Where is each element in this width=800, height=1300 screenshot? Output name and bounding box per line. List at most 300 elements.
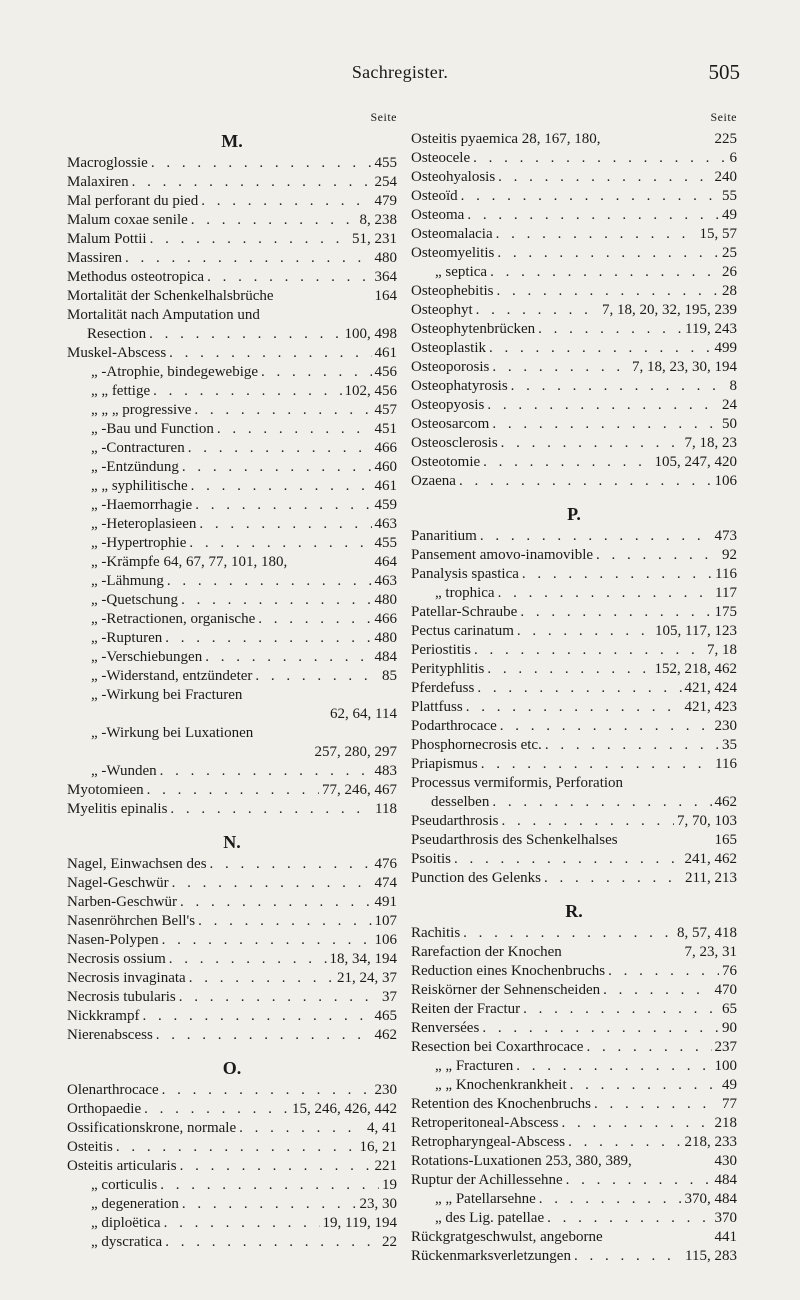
running-title: Sachregister. <box>351 62 449 82</box>
entry-term: „ septica <box>435 264 488 280</box>
index-entry <box>67 382 397 401</box>
dot-leader <box>150 230 349 249</box>
entry-pages: 451 <box>374 421 397 437</box>
entry-pages: 8, 238 <box>359 212 397 228</box>
entry-pages: 456 <box>374 364 397 380</box>
index-entry <box>67 477 397 496</box>
entry-pages: 116 <box>715 756 737 772</box>
entry-term: „ dyscratica <box>91 1234 163 1250</box>
index-entry <box>411 1057 737 1076</box>
dot-leader <box>172 874 372 893</box>
entry-term: „ -Haemorrhagie <box>91 497 193 513</box>
index-entry <box>411 717 737 736</box>
index-entry <box>67 1214 397 1233</box>
entry-pages: 455 <box>374 155 397 171</box>
entry-pages: 480 <box>374 592 397 608</box>
index-entry <box>411 850 737 869</box>
index-entry <box>411 679 737 698</box>
entry-pages: 7, 18, 20, 32, 195, 239 <box>602 302 737 318</box>
entry-term: „ -Retractionen, organische <box>91 611 256 627</box>
entry-pages: 106 <box>714 473 737 489</box>
entry-pages: 470 <box>714 982 737 998</box>
entry-pages: 65 <box>722 1001 737 1017</box>
entry-pages: 6 <box>729 150 737 166</box>
dot-leader <box>474 641 704 660</box>
entry-pages: 441 <box>714 1229 737 1245</box>
entry-term: „ -Heteroplasieen <box>91 516 197 532</box>
index-entry <box>67 800 397 819</box>
entry-pages: 19 <box>382 1177 397 1193</box>
dot-leader <box>520 603 711 622</box>
index-entry <box>67 1176 397 1195</box>
entry-pages: 4, 41 <box>367 1120 397 1136</box>
entry-pages: 370, 484 <box>684 1191 737 1207</box>
index-entry <box>411 1190 737 1209</box>
entry-term: Rückenmarksverletzungen <box>411 1248 571 1264</box>
index-entry <box>67 249 397 268</box>
entry-term: Osteomalacia <box>411 226 493 242</box>
dot-leader <box>188 439 372 458</box>
entry-term: Ossificationskrone, normale <box>67 1120 237 1136</box>
index-entry <box>67 931 397 950</box>
dot-leader <box>544 869 682 888</box>
index-entry <box>411 472 737 491</box>
index-entry <box>67 363 397 382</box>
entry-term: Osteophebitis <box>411 283 494 299</box>
entry-pages: 90 <box>722 1020 737 1036</box>
entry-term: Osteophatyrosis <box>411 378 508 394</box>
index-entry <box>67 591 397 610</box>
entry-pages: 152, 218, 462 <box>654 661 737 677</box>
entry-pages: 230 <box>374 1082 397 1098</box>
entry-term: Reiskörner der Sehnenscheiden <box>411 982 601 998</box>
entry-term: Narben-Geschwür <box>67 894 177 910</box>
entry-term: Rachitis <box>411 925 461 941</box>
index-entry <box>67 306 397 325</box>
entry-term: Nagel-Geschwür <box>67 875 169 891</box>
dot-leader <box>500 717 712 736</box>
index-entry <box>67 1081 397 1100</box>
entry-pages: 463 <box>374 573 397 589</box>
dot-leader <box>487 396 719 415</box>
dot-leader <box>498 168 711 187</box>
dot-leader <box>481 755 712 774</box>
entry-pages: 18, 34, 194 <box>329 951 397 967</box>
dot-leader <box>516 1057 711 1076</box>
index-entry <box>67 1007 397 1026</box>
dot-leader <box>195 496 371 515</box>
entry-term: Muskel-Abscess <box>67 345 167 361</box>
dot-leader <box>170 800 372 819</box>
entry-pages: 106 <box>374 932 397 948</box>
entry-term: Osteitis pyaemica 28, 167, 180, <box>411 131 601 147</box>
dot-leader <box>189 534 371 553</box>
dot-leader <box>160 762 372 781</box>
index-entry <box>411 453 737 472</box>
dot-leader <box>198 912 371 931</box>
index-column-left <box>67 110 397 1252</box>
dot-leader <box>459 472 712 491</box>
dot-leader <box>454 850 681 869</box>
entry-pages: 22 <box>382 1234 397 1250</box>
section-letter: M. <box>221 131 243 151</box>
entry-pages: 77 <box>722 1096 737 1112</box>
dot-leader <box>201 192 371 211</box>
entry-term: „ -Bau und Function <box>91 421 214 437</box>
entry-term: Pseudarthrosis <box>411 813 499 829</box>
index-entry <box>411 1171 737 1190</box>
entry-term: Perityphlitis <box>411 661 485 677</box>
index-entry <box>67 496 397 515</box>
entry-pages: 421, 424 <box>684 680 737 696</box>
entry-term: „ -Wirkung bei Luxationen <box>91 725 254 741</box>
index-entry <box>411 584 737 603</box>
dot-leader <box>498 584 712 603</box>
entry-pages: 49 <box>722 207 737 223</box>
entry-pages: 164 <box>374 288 397 304</box>
entry-term: Osteoplastik <box>411 340 486 356</box>
entry-term: Panalysis spastica <box>411 566 519 582</box>
entry-pages: 480 <box>374 630 397 646</box>
entry-term: Orthopaedie <box>67 1101 142 1117</box>
section-gap <box>411 888 737 898</box>
index-entry <box>67 192 397 211</box>
entry-term: Osteoma <box>411 207 465 223</box>
entry-term: Mortalität der Schenkelhalsbrüche <box>67 288 274 304</box>
entry-term: „ „ „ progressive <box>91 402 192 418</box>
dot-leader <box>239 1119 364 1138</box>
dot-leader <box>199 515 371 534</box>
entry-term: Myelitis epinalis <box>67 801 168 817</box>
index-entry <box>411 206 737 225</box>
entry-pages: 23, 30 <box>359 1196 397 1212</box>
entry-pages: 240 <box>714 169 737 185</box>
entry-term: „ „ fettige <box>91 383 151 399</box>
entry-term: Osteophytenbrücken <box>411 321 536 337</box>
index-entry <box>67 287 397 306</box>
entry-pages: 16, 21 <box>359 1139 397 1155</box>
entry-pages: 116 <box>715 566 737 582</box>
section-gap <box>67 819 397 829</box>
dot-leader <box>194 401 371 420</box>
entry-pages: 257, 280, 297 <box>314 744 397 760</box>
index-entry <box>411 320 737 339</box>
index-entry <box>67 686 397 705</box>
index-entry <box>411 1114 737 1133</box>
index-entry <box>411 1038 737 1057</box>
entry-term: Malum coxae senile <box>67 212 188 228</box>
entry-term: Rarefaction der Knochen <box>411 944 562 960</box>
index-entry <box>411 358 737 377</box>
entry-term: Myotomieen <box>67 782 144 798</box>
index-entry <box>411 130 737 149</box>
dot-leader <box>169 344 371 363</box>
index-entry <box>67 325 397 344</box>
entry-term: Osteoïd <box>411 188 458 204</box>
entry-pages: 225 <box>714 131 737 147</box>
entry-term: „ -Atrophie, bindegewebige <box>91 364 259 380</box>
entry-term: Mortalität nach Amputation und <box>67 307 260 323</box>
entry-pages: 105, 117, 123 <box>655 623 737 639</box>
dot-leader <box>490 263 719 282</box>
dot-leader <box>116 1138 357 1157</box>
index-entry <box>411 812 737 831</box>
index-entry <box>411 981 737 1000</box>
entry-term: Plattfuss <box>411 699 463 715</box>
entry-pages: 85 <box>382 668 397 684</box>
dot-leader <box>149 325 341 344</box>
dot-leader <box>496 225 697 244</box>
entry-pages: 50 <box>722 416 737 432</box>
entry-pages: 237 <box>714 1039 737 1055</box>
index-entry <box>411 339 737 358</box>
index-entry <box>411 660 737 679</box>
entry-pages: 430 <box>714 1153 737 1169</box>
page-header <box>60 62 740 88</box>
index-entry <box>411 1095 737 1114</box>
entry-pages: 15, 246, 426, 442 <box>292 1101 397 1117</box>
entry-term: Retropharyngeal-Abscess <box>411 1134 566 1150</box>
entry-term: „ trophica <box>435 585 495 601</box>
index-entry <box>67 1233 397 1252</box>
index-entry <box>67 743 397 762</box>
entry-pages: 102, 456 <box>344 383 397 399</box>
index-entry <box>411 1209 737 1228</box>
dot-leader <box>473 149 726 168</box>
entry-pages: 7, 70, 103 <box>677 813 737 829</box>
entry-pages: 165 <box>714 832 737 848</box>
index-entry <box>67 211 397 230</box>
entry-term: „ degeneration <box>91 1196 179 1212</box>
dot-leader <box>164 1214 320 1233</box>
entry-pages: 254 <box>374 174 397 190</box>
dot-leader <box>489 339 712 358</box>
entry-term: Methodus osteotropica <box>67 269 205 285</box>
entry-pages: 466 <box>374 611 397 627</box>
dot-leader <box>522 565 712 584</box>
dot-leader <box>210 855 372 874</box>
entry-pages: 211, 213 <box>685 870 737 886</box>
entry-pages: 55 <box>722 188 737 204</box>
dot-leader <box>511 377 727 396</box>
entry-pages: 21, 24, 37 <box>337 970 397 986</box>
entry-term: Resection bei Coxarthrocace <box>411 1039 584 1055</box>
dot-leader <box>165 629 371 648</box>
dot-leader <box>151 154 372 173</box>
dot-leader <box>568 1133 681 1152</box>
index-entry <box>67 629 397 648</box>
entry-pages: 465 <box>374 1008 397 1024</box>
dot-leader <box>561 1114 711 1133</box>
index-entry <box>67 969 397 988</box>
entry-term: „ -Contracturen <box>91 440 185 456</box>
entry-term: Necrosis tubularis <box>67 989 176 1005</box>
entry-term: „ des Lig. patellae <box>435 1210 545 1226</box>
column-heading-seite: Seite <box>710 110 737 124</box>
entry-term: „ -Lähmung <box>91 573 164 589</box>
dot-leader <box>142 1007 371 1026</box>
dot-leader <box>487 660 651 679</box>
entry-term: Osteohyalosis <box>411 169 496 185</box>
entry-pages: 77, 246, 467 <box>322 782 397 798</box>
entry-pages: 118 <box>375 801 397 817</box>
index-entry <box>67 401 397 420</box>
index-entry <box>411 434 737 453</box>
entry-pages: 474 <box>374 875 397 891</box>
index-entry <box>411 546 737 565</box>
entry-term: Panaritium <box>411 528 477 544</box>
dot-leader <box>467 206 719 225</box>
entry-pages: 483 <box>374 763 397 779</box>
dot-leader <box>501 434 682 453</box>
dot-leader <box>497 282 720 301</box>
index-entry <box>411 149 737 168</box>
entry-pages: 26 <box>722 264 737 280</box>
entry-term: „ „ Patellarsehne <box>435 1191 536 1207</box>
dot-leader <box>566 1171 712 1190</box>
entry-term: Nasen-Polypen <box>67 932 159 948</box>
entry-pages: 218 <box>714 1115 737 1131</box>
entry-pages: 19, 119, 194 <box>322 1215 397 1231</box>
index-entry <box>411 698 737 717</box>
index-entry <box>411 831 737 850</box>
entry-term: Massiren <box>67 250 122 266</box>
dot-leader <box>156 1026 372 1045</box>
entry-term: Punction des Gelenks <box>411 870 541 886</box>
entry-term: Olenarthrocace <box>67 1082 159 1098</box>
dot-leader <box>574 1247 682 1266</box>
index-entry <box>67 874 397 893</box>
dot-leader <box>147 781 319 800</box>
entry-term: Retroperitoneal-Abscess <box>411 1115 559 1131</box>
entry-term: „ -Widerstand, entzündeter <box>91 668 253 684</box>
index-entry <box>67 610 397 629</box>
index-entry <box>411 755 737 774</box>
entry-term: „ -Quetschung <box>91 592 179 608</box>
entry-term: Macroglossie <box>67 155 148 171</box>
entry-pages: 119, 243 <box>685 321 737 337</box>
dot-leader <box>191 211 357 230</box>
entry-term: Osteosclerosis <box>411 435 498 451</box>
index-entry <box>67 893 397 912</box>
dot-leader <box>179 988 379 1007</box>
entry-pages: 480 <box>374 250 397 266</box>
index-entry <box>67 950 397 969</box>
entry-pages: 455 <box>374 535 397 551</box>
index-entry <box>67 762 397 781</box>
entry-term: desselben <box>431 794 490 810</box>
entry-term: Osteoporosis <box>411 359 490 375</box>
entry-term: Pseudarthrosis des Schenkelhalses <box>411 832 618 848</box>
entry-pages: 459 <box>374 497 397 513</box>
index-entry <box>67 988 397 1007</box>
entry-term: Patellar-Schraube <box>411 604 518 620</box>
dot-leader <box>125 249 372 268</box>
dot-leader <box>132 173 372 192</box>
entry-pages: 25 <box>722 245 737 261</box>
dot-leader <box>165 1233 379 1252</box>
dot-leader <box>492 415 719 434</box>
index-entry <box>67 912 397 931</box>
index-entry <box>411 943 737 962</box>
dot-leader <box>182 1195 357 1214</box>
entry-pages: 7, 18 <box>707 642 737 658</box>
entry-pages: 218, 233 <box>684 1134 737 1150</box>
entry-term: Pansement amovo-inamovible <box>411 547 594 563</box>
index-entry <box>67 1157 397 1176</box>
entry-pages: 230 <box>714 718 737 734</box>
dot-leader <box>608 962 719 981</box>
index-entry <box>411 962 737 981</box>
index-entry <box>67 1100 397 1119</box>
entry-term: „ corticulis <box>91 1177 158 1193</box>
entry-pages: 92 <box>722 547 737 563</box>
entry-pages: 35 <box>722 737 737 753</box>
section-gap <box>67 1045 397 1055</box>
entry-term: Malum Pottii <box>67 231 147 247</box>
index-entry <box>67 420 397 439</box>
section-gap <box>411 491 737 501</box>
entry-pages: 484 <box>714 1172 737 1188</box>
index-entry <box>411 1133 737 1152</box>
entry-term: Reiten der Fractur <box>411 1001 521 1017</box>
entry-pages: 115, 283 <box>685 1248 737 1264</box>
entry-term: Osteitis <box>67 1139 113 1155</box>
index-entry <box>411 793 737 812</box>
dot-leader <box>463 924 674 943</box>
section-letter: O. <box>222 1058 242 1078</box>
index-entry <box>411 282 737 301</box>
entry-term: Nickkrampf <box>67 1008 140 1024</box>
index-entry <box>67 648 397 667</box>
index-entry <box>67 1138 397 1157</box>
dot-leader <box>205 648 371 667</box>
entry-term: Rückgratgeschwulst, angeborne <box>411 1229 603 1245</box>
entry-pages: 7, 18, 23 <box>684 435 737 451</box>
index-entry <box>411 225 737 244</box>
entry-term: Osteomyelitis <box>411 245 495 261</box>
entry-pages: 107 <box>374 913 397 929</box>
entry-term: Osteocele <box>411 150 471 166</box>
entry-term: Retention des Knochenbruchs <box>411 1096 591 1112</box>
index-entry <box>67 1195 397 1214</box>
index-entry <box>67 1026 397 1045</box>
dot-leader <box>466 698 682 717</box>
entry-term: Necrosis ossium <box>67 951 166 967</box>
entry-term: Rotations-Luxationen 253, 380, 389, <box>411 1153 632 1169</box>
entry-term: Malaxiren <box>67 174 129 190</box>
index-entry <box>411 187 737 206</box>
index-entry <box>67 344 397 363</box>
dot-leader <box>538 320 682 339</box>
index-entry <box>67 154 397 173</box>
index-entry <box>411 1076 737 1095</box>
index-entry <box>411 301 737 320</box>
index-entry <box>67 534 397 553</box>
entry-term: Nasenröhrchen Bell's <box>67 913 196 929</box>
entry-term: „ -Rupturen <box>91 630 163 646</box>
entry-term: Pectus carinatum <box>411 623 514 639</box>
entry-pages: 8 <box>729 378 737 394</box>
index-entry <box>411 263 737 282</box>
entry-pages: 62, 64, 114 <box>330 706 397 722</box>
dot-leader <box>603 981 711 1000</box>
dot-leader <box>476 301 599 320</box>
index-column-right <box>411 110 737 1266</box>
entry-term: „ -Wunden <box>91 763 157 779</box>
index-entry <box>411 641 737 660</box>
dot-leader <box>217 420 372 439</box>
